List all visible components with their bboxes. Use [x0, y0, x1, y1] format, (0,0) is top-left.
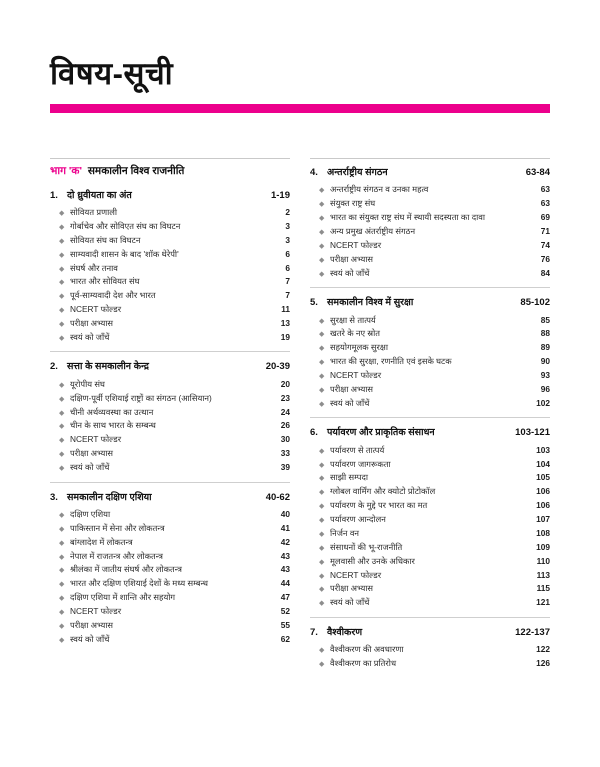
toc-entry-label: साम्यवादी शासन के बाद 'शॉक थेरेपी': [70, 248, 179, 259]
toc-entry[interactable]: [50, 447, 290, 461]
chapter-title: वैश्वीकरण: [327, 626, 363, 638]
column-top-divider: [310, 158, 550, 159]
chapter-page-range: 40-62: [265, 491, 290, 503]
chapter-divider: [310, 417, 550, 418]
toc-entry-page: 43: [280, 550, 290, 561]
toc-entry-page: 47: [280, 592, 290, 603]
toc-entry[interactable]: [310, 197, 550, 211]
toc-entry-label: चीनी अर्थव्यवस्था का उत्थान: [70, 406, 154, 417]
toc-entry-page: 44: [280, 578, 290, 589]
toc-entry-label: भारत की सुरक्षा, रणनीति एवं इसके घटक: [330, 356, 452, 367]
toc-entry[interactable]: [50, 289, 290, 303]
toc-entry-label: स्वयं को जाँचें: [70, 633, 110, 644]
chapter-number: 2.: [50, 361, 58, 373]
part-header: [50, 165, 290, 179]
title-accent-bar: [50, 104, 550, 113]
toc-entry-page: 71: [540, 226, 550, 237]
bullet-icon: ◆: [319, 544, 325, 552]
toc-entry-page: 7: [285, 290, 290, 301]
chapter-block: [310, 625, 550, 671]
bullet-icon: ◆: [319, 229, 325, 237]
page-title: विषय-सूची: [50, 56, 174, 91]
chapter-page-range: 103-121: [515, 427, 550, 439]
bullet-icon: ◆: [59, 511, 65, 519]
chapter-divider: [50, 482, 290, 483]
toc-entry[interactable]: [310, 582, 550, 596]
toc-entry[interactable]: [310, 471, 550, 485]
bullet-icon: ◆: [319, 215, 325, 223]
toc-entry-page: 11: [281, 304, 290, 315]
toc-entry[interactable]: [50, 419, 290, 433]
chapter-heading[interactable]: [310, 165, 550, 178]
toc-entry-page: 63: [540, 184, 550, 195]
toc-entry[interactable]: [50, 303, 290, 317]
chapter-title: समकालीन दक्षिण एशिया: [67, 491, 152, 503]
chapter-page-range: 20-39: [265, 361, 290, 373]
chapter-heading[interactable]: [50, 490, 290, 503]
toc-entry-label: भारत और सोवियत संघ: [70, 276, 140, 287]
toc-entry-page: 6: [285, 262, 290, 273]
toc-entry-label: स्वयं को जाँचें: [330, 267, 370, 278]
toc-entry-page: 24: [280, 406, 290, 417]
chapter-title: अन्तर्राष्ट्रीय संगठन: [327, 167, 388, 178]
toc-entry[interactable]: [310, 643, 550, 657]
toc-entry-label: चीन के साथ भारत के सम्बन्ध: [70, 420, 156, 431]
toc-entry-label: अन्तर्राष्ट्रीय संगठन व उनका महत्व: [330, 184, 429, 195]
toc-entry-page: 76: [540, 253, 550, 264]
bullet-icon: ◆: [59, 395, 65, 403]
chapter-title: सत्ता के समकालीन केन्द्र: [67, 361, 149, 373]
chapter-title: समकालीन विश्व में सुरक्षा: [327, 297, 414, 309]
chapter-page-range: 1-19: [270, 189, 290, 201]
toc-entry[interactable]: [310, 383, 550, 397]
bullet-icon: ◆: [319, 386, 325, 394]
toc-entry[interactable]: [310, 225, 550, 239]
toc-entry[interactable]: [310, 443, 550, 457]
toc-entry-label: स्वयं को जाँचें: [330, 397, 370, 408]
toc-entry-page: 126: [536, 658, 550, 669]
chapter-heading[interactable]: [50, 188, 290, 201]
bullet-icon: ◆: [319, 517, 325, 525]
toc-entry-page: 102: [536, 397, 550, 408]
toc-entry[interactable]: [50, 461, 290, 475]
toc-entry-page: 115: [536, 583, 550, 594]
chapter-divider: [310, 287, 550, 288]
toc-entry-label: मूलवासी और उनके अधिकार: [330, 555, 415, 566]
toc-entry-page: 105: [536, 472, 550, 483]
toc-entry-page: 20: [280, 378, 290, 389]
toc-entry[interactable]: [50, 233, 290, 247]
toc-entry-page: 33: [280, 448, 290, 459]
toc-entry-label: भारत और दक्षिण एशियाई देशों के मध्य सम्बन्ध: [70, 578, 208, 589]
toc-entry[interactable]: [50, 220, 290, 234]
toc-entry[interactable]: [310, 485, 550, 499]
bullet-icon: ◆: [59, 334, 65, 342]
toc-entry-label: पाकिस्तान में सेना और लोकतन्त्र: [70, 522, 165, 533]
toc-entry[interactable]: [310, 499, 550, 513]
bullet-icon: ◆: [319, 201, 325, 209]
bullet-icon: ◆: [59, 581, 65, 589]
toc-entry-page: 52: [280, 606, 290, 617]
toc-entry-label: परीक्षा अभ्यास: [330, 383, 374, 394]
toc-entry-label: परीक्षा अभ्यास: [330, 583, 374, 594]
toc-entry-label: गोर्बाचेव और सोविएत संघ का विघटन: [70, 220, 181, 231]
bullet-icon: ◆: [59, 525, 65, 533]
chapter-block: [50, 359, 290, 474]
toc-entry-page: 121: [536, 597, 550, 608]
toc-entry-page: 23: [280, 392, 290, 403]
toc-entry-page: 62: [280, 633, 290, 644]
toc-entry-label: दक्षिण-पूर्वी एशियाई राष्ट्रों का संगठन (आसियान): [70, 392, 212, 403]
toc-entry-label: स्वयं को जाँचें: [70, 462, 110, 473]
toc-column-right: [310, 158, 550, 673]
chapter-heading[interactable]: [50, 359, 290, 372]
part-label: भाग 'क': [50, 165, 82, 177]
toc-entry[interactable]: [50, 563, 290, 577]
toc-entry-label: ग्लोबल वार्मिंग और क्योटो प्रोटोकॉल: [330, 486, 436, 497]
bullet-icon: ◆: [59, 223, 65, 231]
chapter-number: 3.: [50, 491, 58, 503]
toc-entry-label: सोवियत प्रणाली: [70, 207, 118, 218]
toc-entry-page: 6: [285, 248, 290, 259]
toc-entry-label: परीक्षा अभ्यास: [70, 619, 114, 630]
toc-entry-page: 2: [285, 207, 290, 218]
toc-entry-label: पर्यावरण के मुद्दे पर भारत का मत: [330, 500, 428, 511]
toc-entry[interactable]: [310, 341, 550, 355]
toc-entry[interactable]: [50, 508, 290, 522]
toc-entry-label: यूरोपीय संघ: [70, 378, 105, 389]
chapter-number: 6.: [310, 427, 318, 439]
toc-entry-label: पर्यावरण जागरूकता: [330, 458, 391, 469]
toc-entry-page: 55: [280, 619, 290, 630]
column-top-divider: [50, 158, 290, 159]
toc-entry-label: NCERT फोल्डर: [70, 606, 122, 617]
toc-entry-page: 106: [536, 486, 550, 497]
bullet-icon: ◆: [319, 400, 325, 408]
chapter-divider: [310, 617, 550, 618]
toc-entry[interactable]: [310, 596, 550, 610]
toc-entry-label: परीक्षा अभ्यास: [330, 253, 374, 264]
toc-entry-label: संसाधनों की भू-राजनीति: [330, 541, 403, 552]
toc-entry-label: NCERT फोल्डर: [330, 239, 382, 250]
toc-entry[interactable]: [50, 605, 290, 619]
toc-entry-label: पर्यावरण आन्दोलन: [330, 514, 386, 525]
toc-entry[interactable]: [310, 239, 550, 253]
toc-entry[interactable]: [50, 331, 290, 345]
bullet-icon: ◆: [319, 530, 325, 538]
toc-column-left: [50, 158, 290, 673]
toc-entry-label: सहयोगमूलक सुरक्षा: [330, 342, 389, 353]
toc-entry[interactable]: [310, 313, 550, 327]
toc-entry-page: 19: [280, 331, 290, 342]
toc-entry[interactable]: [310, 396, 550, 410]
toc-entry-page: 90: [540, 356, 550, 367]
bullet-icon: ◆: [59, 307, 65, 315]
toc-entry-page: 42: [280, 536, 290, 547]
chapter-divider: [50, 351, 290, 352]
bullet-icon: ◆: [59, 210, 65, 218]
chapter-block: [310, 165, 550, 280]
toc-entry-label: वैश्वीकरण की अवधारणा: [330, 644, 404, 655]
toc-entry-page: 109: [536, 541, 550, 552]
bullet-icon: ◆: [319, 647, 325, 655]
toc-entry-label: स्वयं को जाँचें: [330, 597, 370, 608]
toc-entry-label: खतरे के नए स्रोत: [330, 328, 380, 339]
bullet-icon: ◆: [59, 237, 65, 245]
toc-entry[interactable]: [50, 549, 290, 563]
toc-entry-page: 63: [540, 198, 550, 209]
toc-entry-page: 122: [536, 644, 550, 655]
toc-entry-label: सोवियत संघ का विघटन: [70, 234, 141, 245]
bullet-icon: ◆: [59, 321, 65, 329]
chapter-block: [50, 188, 290, 345]
toc-entry-page: 30: [280, 434, 290, 445]
toc-entry-label: अन्य प्रमुख अंतर्राष्ट्रीय संगठन: [330, 226, 416, 237]
chapter-title: पर्यावरण और प्राकृतिक संसाधन: [327, 427, 435, 439]
toc-entry[interactable]: [50, 317, 290, 331]
bullet-icon: ◆: [319, 447, 325, 455]
bullet-icon: ◆: [59, 465, 65, 473]
toc-entry-label: स्वयं को जाँचें: [70, 331, 110, 342]
chapter-page-range: 85-102: [520, 297, 550, 309]
toc-entry-page: 41: [280, 522, 290, 533]
toc-entry-label: NCERT फोल्डर: [70, 304, 122, 315]
bullet-icon: ◆: [59, 409, 65, 417]
toc-entry-label: दक्षिण एशिया में शान्ति और सहयोग: [70, 592, 176, 603]
chapter-heading[interactable]: [310, 295, 550, 308]
toc-entry-label: NCERT फोल्डर: [70, 434, 122, 445]
toc-entry-label: श्रीलंका में जातीय संघर्ष और लोकतन्त्र: [70, 564, 182, 575]
bullet-icon: ◆: [319, 242, 325, 250]
toc-entry-page: 3: [285, 220, 290, 231]
toc-entry-label: वैश्वीकरण का प्रतिरोध: [330, 658, 397, 669]
title-block: [0, 0, 600, 113]
bullet-icon: ◆: [59, 553, 65, 561]
bullet-icon: ◆: [59, 423, 65, 431]
toc-entry[interactable]: [50, 577, 290, 591]
toc-entry-label: पर्यावरण से तात्पर्य: [330, 444, 385, 455]
bullet-icon: ◆: [319, 270, 325, 278]
bullet-icon: ◆: [59, 595, 65, 603]
chapter-block: [310, 425, 550, 610]
toc-entry[interactable]: [50, 377, 290, 391]
toc-entry[interactable]: [310, 540, 550, 554]
bullet-icon: ◆: [319, 489, 325, 497]
toc-entry-page: 7: [285, 276, 290, 287]
bullet-icon: ◆: [319, 345, 325, 353]
toc-entry-label: NCERT फोल्डर: [330, 370, 382, 381]
toc-entry[interactable]: [50, 405, 290, 419]
toc-entry[interactable]: [50, 275, 290, 289]
toc-entry-label: सुरक्षा से तात्पर्य: [330, 314, 376, 325]
toc-entry-page: 104: [536, 458, 550, 469]
bullet-icon: ◆: [59, 451, 65, 459]
toc-entry-page: 69: [540, 212, 550, 223]
toc-entry[interactable]: [310, 211, 550, 225]
toc-entry[interactable]: [50, 591, 290, 605]
part-title: समकालीन विश्व राजनीति: [82, 165, 185, 177]
toc-entry-label: पूर्व-साम्यवादी देश और भारत: [70, 290, 156, 301]
bullet-icon: ◆: [59, 251, 65, 259]
toc-entry-page: 43: [280, 564, 290, 575]
toc-entry-page: 85: [540, 314, 550, 325]
toc-entry[interactable]: [310, 527, 550, 541]
chapter-page-range: 63-84: [525, 167, 550, 178]
toc-entry[interactable]: [50, 632, 290, 646]
toc-entry-page: 3: [285, 234, 290, 245]
toc-entry[interactable]: [310, 568, 550, 582]
bullet-icon: ◆: [319, 572, 325, 580]
toc-entry[interactable]: [50, 521, 290, 535]
toc-entry-page: 26: [280, 420, 290, 431]
toc-entry-label: परीक्षा अभ्यास: [70, 448, 114, 459]
toc-entry[interactable]: [50, 433, 290, 447]
toc-entry-page: 74: [540, 239, 550, 250]
chapter-block: [310, 295, 550, 410]
chapter-number: 7.: [310, 626, 318, 638]
toc-entry-label: नेपाल में राजतन्त्र और लोकतन्त्र: [70, 550, 164, 561]
toc-entry-label: परीक्षा अभ्यास: [70, 318, 114, 329]
bullet-icon: ◆: [59, 622, 65, 630]
toc-entry[interactable]: [310, 327, 550, 341]
bullet-icon: ◆: [319, 187, 325, 195]
bullet-icon: ◆: [59, 293, 65, 301]
toc-entry-page: 110: [536, 555, 550, 566]
chapter-number: 1.: [50, 189, 58, 201]
bullet-icon: ◆: [319, 373, 325, 381]
toc-entry[interactable]: [310, 369, 550, 383]
chapter-title: दो ध्रुवीयता का अंत: [67, 189, 132, 201]
toc-entry-page: 88: [540, 328, 550, 339]
toc-entry[interactable]: [310, 657, 550, 671]
bullet-icon: ◆: [319, 461, 325, 469]
bullet-icon: ◆: [59, 539, 65, 547]
toc-entry[interactable]: [310, 266, 550, 280]
bullet-icon: ◆: [319, 331, 325, 339]
toc-entry[interactable]: [310, 457, 550, 471]
bullet-icon: ◆: [59, 567, 65, 575]
chapter-heading[interactable]: [310, 425, 550, 438]
bullet-icon: ◆: [319, 586, 325, 594]
bullet-icon: ◆: [319, 317, 325, 325]
toc-entry-label: दक्षिण एशिया: [70, 508, 111, 519]
chapter-number: 5.: [310, 297, 318, 309]
toc-entry[interactable]: [310, 183, 550, 197]
bullet-icon: ◆: [319, 475, 325, 483]
toc-entry[interactable]: [310, 554, 550, 568]
toc-entry-page: 113: [536, 569, 550, 580]
bullet-icon: ◆: [59, 437, 65, 445]
bullet-icon: ◆: [319, 503, 325, 511]
toc-entry[interactable]: [310, 252, 550, 266]
chapter-block: [50, 490, 290, 647]
toc-entry-page: 96: [540, 383, 550, 394]
toc-entry-page: 39: [280, 462, 290, 473]
toc-entry-label: निर्जन वन: [330, 527, 360, 538]
toc-entry-label: बांग्लादेश में लोकतन्त्र: [70, 536, 133, 547]
bullet-icon: ◆: [319, 359, 325, 367]
toc-entry-label: संघर्ष और तनाव: [70, 262, 118, 273]
toc-entry-page: 103: [536, 444, 550, 455]
toc-entry[interactable]: [50, 391, 290, 405]
bullet-icon: ◆: [59, 609, 65, 617]
chapter-number: 4.: [310, 167, 318, 178]
bullet-icon: ◆: [319, 661, 325, 669]
toc-entry[interactable]: [310, 513, 550, 527]
toc-entry-page: 40: [280, 508, 290, 519]
bullet-icon: ◆: [319, 558, 325, 566]
toc-columns: [50, 158, 550, 673]
toc-entry-page: 89: [540, 342, 550, 353]
toc-entry-label: भारत का संयुक्त राष्ट्र संघ में स्थायी सदस्यता का दावा: [330, 212, 486, 223]
toc-entry[interactable]: [50, 206, 290, 220]
chapter-heading[interactable]: [310, 625, 550, 638]
toc-entry[interactable]: [50, 247, 290, 261]
toc-entry[interactable]: [50, 261, 290, 275]
bullet-icon: ◆: [319, 600, 325, 608]
bullet-icon: ◆: [59, 381, 65, 389]
bullet-icon: ◆: [59, 636, 65, 644]
bullet-icon: ◆: [59, 265, 65, 273]
toc-entry-page: 108: [536, 527, 550, 538]
toc-entry[interactable]: [310, 355, 550, 369]
toc-entry-page: 84: [540, 267, 550, 278]
bullet-icon: ◆: [319, 256, 325, 264]
toc-entry[interactable]: [50, 619, 290, 633]
bullet-icon: ◆: [59, 279, 65, 287]
toc-entry-label: NCERT फोल्डर: [330, 569, 382, 580]
toc-entry-page: 107: [536, 514, 550, 525]
toc-entry-label: संयुक्त राष्ट्र संघ: [330, 198, 376, 209]
toc-entry-label: साझी सम्पदा: [330, 472, 369, 483]
toc-entry-page: 13: [280, 318, 290, 329]
toc-entry[interactable]: [50, 535, 290, 549]
chapter-page-range: 122-137: [515, 626, 550, 638]
toc-entry-page: 93: [540, 370, 550, 381]
toc-entry-page: 106: [536, 500, 550, 511]
